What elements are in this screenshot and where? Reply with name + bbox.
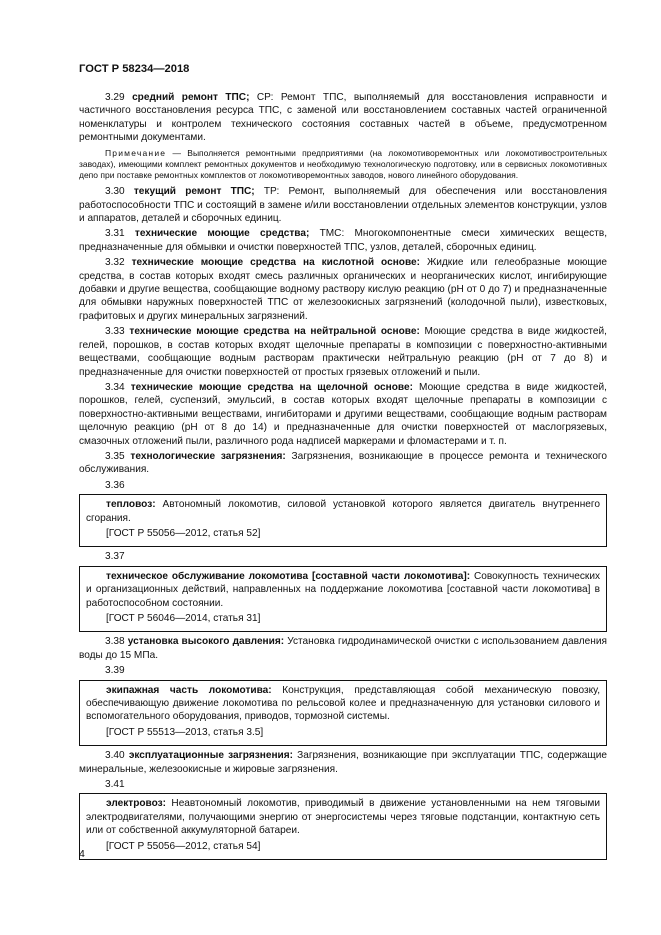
- note-text: — Выполняется ремонтными предприятиями (на локомотиворемонтных или локомотивостроительных заводах), имеющими комплект ремонтных документов и необходимую технологическую подготовку, или в сервисных локомотивных депо при поставке ремонтных комплектов от локомотиворемонтных заводов, нового линейного оборудования.: [79, 147, 607, 181]
- term-title: технические моющие средства;: [134, 228, 310, 240]
- boxed-term: [86, 498, 600, 525]
- term-definition: Моющие средства в виде жидкостей, порошков, гелей, суспензий, эмульсий, в состав которых входят щелочные препараты в композиции с поверхностно-активными веществами, ингибиторами и другими веществами, сообщающие водным растворам щелочную реакцию (pH от 8 до 14) и предназначенные для очистки поверхностей от маслогрязевых, смазочных отложений пыли, различного рода надписей маркерами и фломастерами и т. п.: [79, 381, 607, 447]
- note-label: Примечание: [105, 147, 167, 158]
- term-number-3-39: 3.39: [105, 665, 125, 677]
- term-3-40: 3.40 эксплуатационные загрязнения: Загрязнения, возникающие при эксплуатации ТПС, содержащие минеральные, железоокисные и жировые загрязнения.: [79, 750, 607, 775]
- term-title: технологические загрязнения:: [130, 450, 286, 462]
- source-reference: [ГОСТ Р 55056—2012, статья 52]: [106, 527, 261, 539]
- source-reference: [ГОСТ Р 56046—2014, статья 31]: [106, 613, 261, 625]
- term-definition: Совокупность технических и организационных действий, направленных на поддержание локомотива [составной части локомотива] в работоспособном состоянии.: [86, 570, 601, 609]
- boxed-term: [86, 570, 600, 610]
- term-definition: ТМС: Многокомпонентные смеси химических веществ, предназначенные для обмывки и очистки поверхностей ТПС, узлов, деталей, сборочных единиц.: [79, 228, 608, 253]
- term-definition: Жидкие или гелеобразные моющие средства, в состав которых входят смесь различных органических и неорганических кислот, ингибирующие добавки и другие вещества, сообщающие водному раствору кислую реакцию (pH от 0 до 7) и предназначенные для обмывки наружных поверхностей ТПС от железоокисных загрязнений (колодочной пыли), известковых, графитовых и других минеральных загрязнений.: [79, 257, 607, 322]
- note-paragraph: [79, 148, 607, 182]
- document-code-header: ГОСТ Р 58234—2018: [79, 63, 190, 75]
- term-3-29: 3.29 средний ремонт ТПС; СР: Ремонт ТПС, выполняемый для восстановления исправности и частичного восстановления ресурса ТПС, с заменой или восстановлением составных частей ограниченной номенклатуры и контролем технического состояния составных частей в объеме, предусмотренном ремонтными документами.: [79, 92, 607, 144]
- term-title: техническое обслуживание локомотива [составной части локомотива]:: [106, 570, 471, 582]
- term-3-31: 3.31 технические моющие средства; ТМС: Многокомпонентные смеси химических веществ, предназначенные для обмывки и очистки поверхностей ТПС, узлов, деталей, сборочных единиц.: [79, 228, 608, 253]
- term-definition: Установка гидродинамической очистки с использованием давления воды до 15 МПа.: [79, 636, 607, 661]
- boxed-term: [86, 797, 600, 837]
- term-3-33: 3.33 технические моющие средства на нейтральной основе: Моющие средства в виде жидкостей, гелей, порошков, в состав которых входят щелочные препараты в композиции с поверхностно-активными веществами, сообщающие водным растворам практически нейтральную реакцию (pH от 7 до 8) и предназначенные для очистки поверхностей от простых грязевых отложений и пыли.: [79, 326, 607, 378]
- term-definition: Автономный локомотив, силовой установкой которого является двигатель внутреннего сгорания.: [86, 499, 600, 524]
- term-title: текущий ремонт ТПС;: [133, 186, 255, 198]
- term-3-32: 3.32 технические моющие средства на кислотной основе: Жидкие или гелеобразные моющие средства, в состав которых входят смесь различных органических и неорганических кислот, ингибирующие добавки и другие вещества, сообщающие водному раствору кислую реакцию (pH от 0 до 7) и предназначенные для обмывки наружных поверхностей ТПС от железоокисных загрязнений (колодочной пыли), известковых, графитовых и других минеральных загрязнений.: [79, 257, 607, 322]
- term-title: технические моющие средства на кислотной основе:: [131, 257, 421, 269]
- term-3-38: 3.38 установка высокого давления: Установка гидродинамической очистки с использованием давления воды до 15 МПа.: [79, 636, 607, 661]
- term-definition: Конструкция, представляющая собой механическую повозку, обеспечивающую движение локомотива по рельсовой колее и предназначенную для установки силового и вспомогательного оборудования, приводов, тормозной системы.: [86, 684, 600, 723]
- term-title: электровоз:: [106, 798, 167, 810]
- term-title: установка высокого давления:: [127, 636, 285, 648]
- term-title: эксплуатационные загрязнения:: [128, 750, 294, 762]
- term-title: средний ремонт ТПС;: [132, 92, 250, 103]
- term-definition: Загрязнения, возникающие при эксплуатации ТПС, содержащие минеральные, железоокисные и жировые загрязнения.: [79, 750, 607, 775]
- term-number-3-37: 3.37: [105, 551, 125, 563]
- term-box-3-39: [79, 680, 607, 747]
- term-definition: ТР: Ремонт, выполняемый для обеспечения или восстановления работоспособности ТПС и состоящий в замене и/или восстановлении отдельных элементов конструкции, узлов и аппаратов, деталей и сборочных единиц.: [79, 186, 607, 225]
- term-title: технические моющие средства на нейтральной основе:: [129, 326, 420, 338]
- term-title: тепловоз:: [106, 499, 156, 511]
- term-number-3-41: 3.41: [105, 779, 125, 791]
- source-reference: [ГОСТ Р 55513—2013, статья 3.5]: [106, 726, 264, 738]
- term-3-34: 3.34 технические моющие средства на щелочной основе: Моющие средства в виде жидкостей, порошков, гелей, суспензий, эмульсий, в состав которых входят щелочные препараты в композиции с поверхностно-активными веществами, ингибиторами и другими веществами, сообщающие водным растворам щелочную реакцию (pH от 8 до 14) и предназначенные для очистки поверхностей от маслогрязевых, смазочных отложений пыли, различного рода надписей маркерами и фломастерами и т. п.: [79, 381, 607, 447]
- term-box-3-37: [79, 566, 607, 633]
- term-title: технические моющие средства на щелочной основе:: [130, 381, 413, 393]
- term-number-3-36: 3.36: [105, 479, 125, 491]
- term-box-3-41: [79, 793, 607, 860]
- term-definition: Моющие средства в виде жидкостей, гелей, порошков, в состав которых входят щелочные препараты в композиции с поверхностно-активными веществами, сообщающие водным растворам практически нейтральную реакцию (pH от 7 до 8) и предназначенные для очистки поверхностей от простых грязевых отложений и пыли.: [79, 326, 607, 378]
- source-reference: [ГОСТ Р 55056—2012, статья 54]: [106, 840, 261, 852]
- boxed-term: [86, 684, 600, 724]
- term-definition: Загрязнения, возникающие в процессе ремонта и технического обслуживания.: [79, 450, 608, 476]
- page-number: 4: [79, 848, 85, 860]
- term-definition: Неавтономный локомотив, приводимый в движение установленными на нем тяговыми электродвигателями, получающими энергию от энергосистемы через тяговые подстанции, контактную сеть или от собственной аккумуляторной батареи.: [86, 798, 600, 837]
- term-3-30: 3.30 текущий ремонт ТПС; ТР: Ремонт, выполняемый для обеспечения или восстановления работоспособности ТПС и состоящий в замене и/или восстановлении отдельных элементов конструкции, узлов и аппаратов, деталей и сборочных единиц.: [79, 186, 607, 225]
- term-definition: СР: Ремонт ТПС, выполняемый для восстановления исправности и частичного восстановления ресурса ТПС, с заменой или восстановлением составных частей ограниченной номенклатуры и контролем технического состояния составных частей в объеме, предусмотренном ремонтными документами.: [79, 92, 607, 144]
- term-title: экипажная часть локомотива:: [106, 684, 272, 696]
- terms-content: [79, 91, 607, 863]
- term-box-3-36: [79, 494, 607, 547]
- term-3-35: 3.35 технологические загрязнения: Загрязнения, возникающие в процессе ремонта и технического обслуживания.: [79, 450, 608, 476]
